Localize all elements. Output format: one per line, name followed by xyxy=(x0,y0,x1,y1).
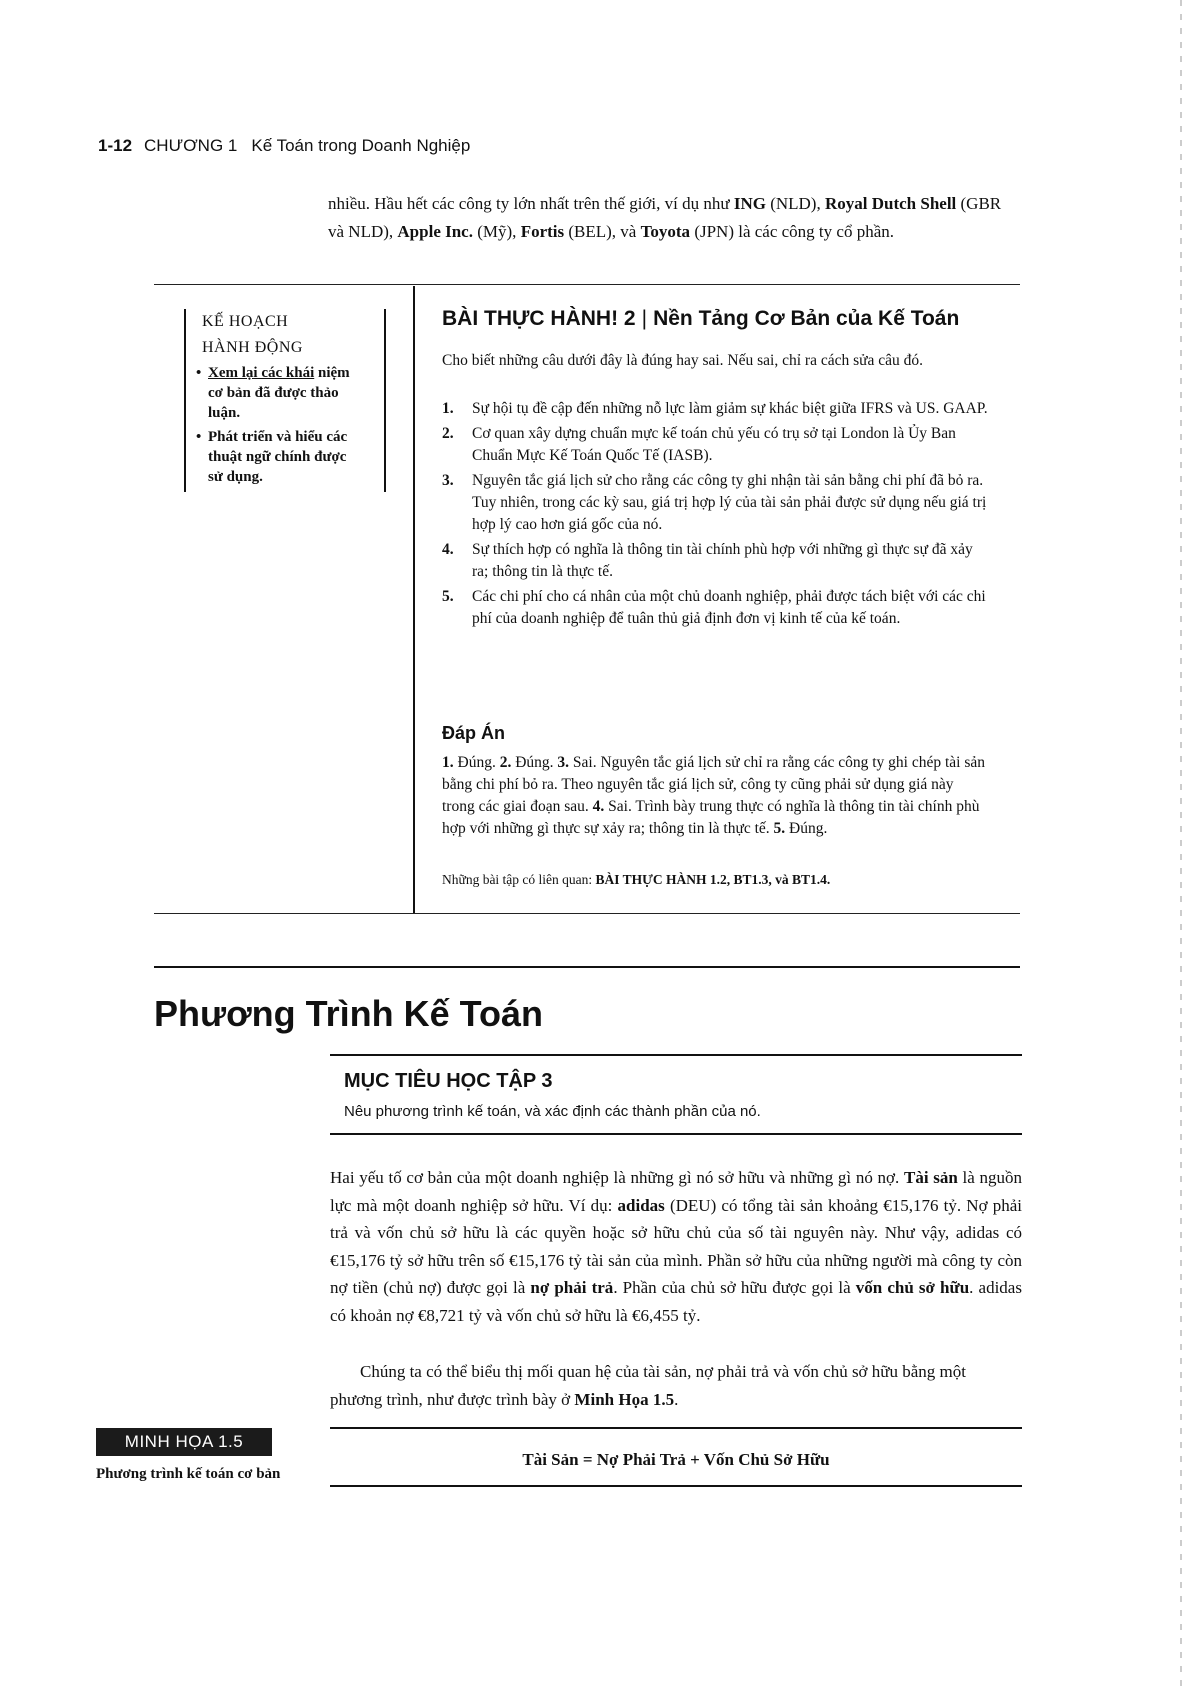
answer-number: 2. xyxy=(499,754,512,771)
figure-label: MINH HỌA 1.5 xyxy=(96,1428,272,1456)
answer-run: Đúng. xyxy=(453,754,500,771)
key-term: Tài sản xyxy=(903,1168,958,1187)
question-item xyxy=(442,539,990,583)
answer-text xyxy=(442,752,990,840)
related-exercises xyxy=(442,872,830,888)
action-plan-title: KẾ HOẠCH HÀNH ĐỘNG xyxy=(202,313,303,356)
question-item xyxy=(442,470,990,536)
text-run: nhiều. Hầu hết các công ty lớn nhất trên thế giới, ví dụ như xyxy=(328,194,734,213)
answer-number: 3. xyxy=(557,754,570,771)
related-label: Những bài tập có liên quan: xyxy=(442,872,596,887)
question-text: Cơ quan xây dựng chuẩn mực kế toán chủ yếu có trụ sở tại London là Ủy Ban Chuẩn Mực Kế Toán Quốc Tế (IASB). xyxy=(472,425,956,464)
question-text: Các chi phí cho cá nhân của một chủ doanh nghiệp, phải được tách biệt với các chi phí của doanh nghiệp để tuân thủ giả định đơn vị kinh tế của kế toán. xyxy=(472,588,986,627)
body-paragraph xyxy=(330,1164,1022,1329)
company-name: Fortis xyxy=(520,222,565,241)
key-term: vốn chủ sở hữu xyxy=(855,1278,970,1297)
scan-edge-artifact xyxy=(1180,0,1182,1686)
question-item xyxy=(442,398,990,420)
text-run: (Mỹ), xyxy=(472,222,521,241)
answer-run: Đúng. xyxy=(511,754,558,771)
text-run: là nguồn lực mà một doanh nghiệp sở hữu. Ví dụ: xyxy=(330,1168,1022,1215)
action-plan-item xyxy=(196,363,364,423)
text-run: (NLD), xyxy=(765,194,825,213)
question-text: Nguyên tắc giá lịch sử cho rằng các công ty ghi nhận tài sản bằng chi phí đã bỏ ra. Tuy nhiên, trong các kỳ sau, giá trị hợp lý của tài sản phải được sử dụng nếu giá trị hợp lý cao hơn giá gốc của nó. xyxy=(472,472,987,533)
question-item xyxy=(442,423,990,467)
exercise-heading: Nền Tảng Cơ Bản của Kế Toán xyxy=(653,307,960,330)
question-item xyxy=(442,586,990,630)
objective-top-rule xyxy=(330,1054,1022,1056)
text-run: (DEU) có tổng tài sản khoảng €15,176 tỷ. Nợ phải trả và vốn chủ sở hữu là các quyền hoặc sở hữu chủ của số tài nguyên này. Như vậy, adidas có €15,176 tỷ sở hữu trên số €15,176 tỷ tài sản của mình. Phần sở hữu của những người mà công ty còn nợ tiền (chủ nợ) được gọi là xyxy=(330,1195,1022,1297)
figure-caption: Phương trình kế toán cơ bản xyxy=(96,1466,281,1482)
text-run: Chúng ta có thể biểu thị mối quan hệ của tài sản, nợ phải trả và vốn chủ sở hữu bằng một phương trình, như được trình bày ở xyxy=(330,1362,967,1409)
company-name: Apple Inc. xyxy=(397,222,473,241)
figure-reference: Minh Họa 1.5 xyxy=(574,1389,675,1409)
action-plan-item: • Phát triển và hiểu các thuật ngữ chính được sử dụng. xyxy=(196,427,364,487)
text-run: (JPN) là các công ty cổ phần. xyxy=(690,222,894,241)
running-header xyxy=(98,136,470,156)
section-heading: Phương Trình Kế Toán xyxy=(154,993,543,1034)
page-number: 1-12 xyxy=(98,136,133,155)
title-separator: | xyxy=(641,307,648,330)
exercise-label: BÀI THỰC HÀNH! 2 xyxy=(442,307,636,330)
answer-number: 1. xyxy=(442,754,454,771)
answer-number: 4. xyxy=(592,798,605,815)
company-name: Toyota xyxy=(640,222,691,241)
learning-objective-title: MỤC TIÊU HỌC TẬP 3 xyxy=(344,1070,553,1092)
question-number: 3. xyxy=(442,472,454,489)
answer-run: Sai. Nguyên tắc giá lịch sử chỉ ra rằng các công ty ghi chép tài sản bằng chi phí bỏ ra. Theo nguyên tắc giá lịch sử, công ty cũng phải sử dụng giá này trong các giai đoạn sau. xyxy=(442,754,986,815)
exercise-question-list xyxy=(442,398,990,633)
text-run: . xyxy=(674,1389,679,1409)
action-plan-list xyxy=(196,363,364,491)
related-items: BÀI THỰC HÀNH 1.2, BT1.3, và BT1.4. xyxy=(595,872,831,887)
question-number: 1. xyxy=(442,400,454,417)
question-text: Sự hội tụ đề cập đến những nỗ lực làm giảm sự khác biệt giữa IFRS và US. GAAP. xyxy=(472,400,988,417)
text-run: . adidas có khoản nợ €8,721 tỷ và vốn chủ sở hữu là €6,455 tỷ. xyxy=(330,1278,1022,1325)
divider-exercise-bottom xyxy=(154,913,1020,914)
action-plan-item-underlined: Xem lại các khái xyxy=(208,365,315,381)
answer-run: Sai. Trình bày trung thực có nghĩa là thông tin tài chính phù hợp với những gì thực sự xảy ra; thông tin là thực tế. xyxy=(442,798,980,837)
question-number: 2. xyxy=(442,425,454,442)
answer-run: Đúng. xyxy=(785,820,828,837)
accounting-equation: Tài Sản = Nợ Phải Trả + Vốn Chủ Sở Hữu xyxy=(522,1450,830,1469)
chapter-label: CHƯƠNG 1 xyxy=(144,136,238,155)
company-name: ING xyxy=(733,194,766,213)
text-run: . Phần của chủ sở hữu được gọi là xyxy=(613,1278,856,1297)
body-paragraph xyxy=(330,1358,1022,1413)
action-plan-item-text: niệm cơ bản đã được thảo luận. xyxy=(208,365,350,421)
objective-bottom-rule xyxy=(330,1133,1022,1135)
divider-section xyxy=(154,966,1020,968)
question-number: 4. xyxy=(442,541,454,558)
action-plan-box xyxy=(184,309,386,492)
figure-top-rule xyxy=(330,1427,1022,1429)
answer-number: 5. xyxy=(773,820,786,837)
column-divider xyxy=(413,286,415,914)
company-name: Royal Dutch Shell xyxy=(824,194,957,213)
answer-title: Đáp Án xyxy=(442,723,505,743)
divider-top xyxy=(154,284,1020,285)
intro-paragraph xyxy=(328,190,1020,246)
question-text: Sự thích hợp có nghĩa là thông tin tài chính phù hợp với những gì thực sự đã xảy ra; thông tin là thực tế. xyxy=(472,541,973,580)
exercise-title xyxy=(442,307,959,331)
chapter-title: Kế Toán trong Doanh Nghiệp xyxy=(251,136,471,155)
text-run: Hai yếu tố cơ bản của một doanh nghiệp là những gì nó sở hữu và những gì nó nợ. xyxy=(330,1168,904,1187)
figure-bottom-rule xyxy=(330,1485,1022,1487)
learning-objective-text: Nêu phương trình kế toán, và xác định các thành phần của nó. xyxy=(344,1103,761,1120)
exercise-instructions: Cho biết những câu dưới đây là đúng hay sai. Nếu sai, chỉ ra cách sửa câu đó. xyxy=(442,352,924,369)
company-name: adidas xyxy=(617,1195,665,1215)
key-term: nợ phải trả xyxy=(530,1278,614,1297)
question-number: 5. xyxy=(442,588,454,605)
text-run: (BEL), và xyxy=(564,222,641,241)
text-run: (GBR và NLD), xyxy=(328,194,1002,241)
